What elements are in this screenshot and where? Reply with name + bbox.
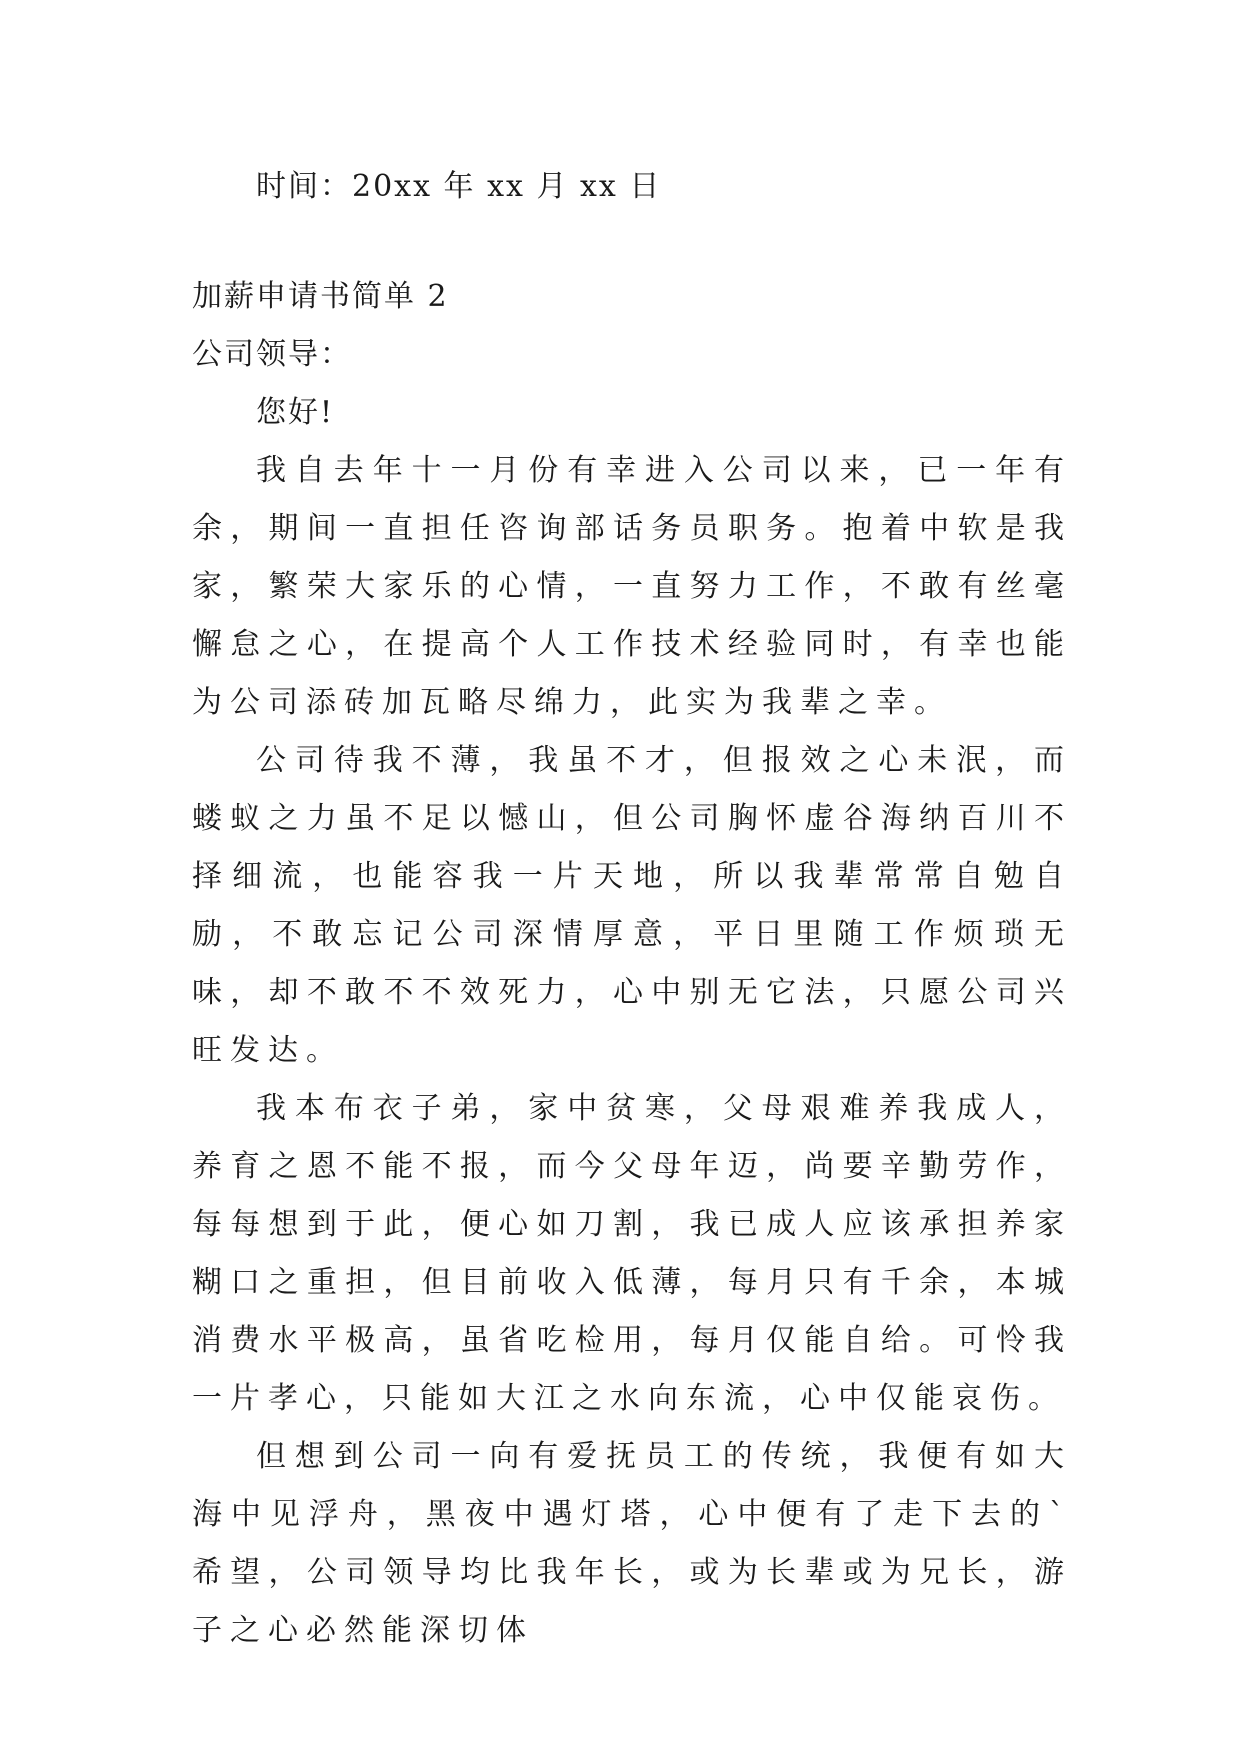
greeting: 您好! <box>256 395 335 430</box>
document-title: 加薪申请书简单 2 <box>192 279 449 314</box>
paragraph-3: 我本布衣子弟，家中贫寒，父母艰难养我成人，养育之恩不能不报，而今父母年迈，尚要辛勤劳作，每每想到于此，便心如刀割，我已成人应该承担养家糊口之重担，但目前收入低薄，每月只有千余，本城消费水平极高，虽省吃检用，每月仅能自给。可怜我一片孝心，只能如大江之水向东流，心中仅能哀伤。 <box>192 1091 1072 1416</box>
document-body <box>192 158 1072 1660</box>
paragraph-2: 公司待我不薄，我虽不才，但报效之心未泯，而蝼蚁之力虽不足以憾山，但公司胸怀虚谷海纳百川不择细流，也能容我一片天地，所以我辈常常自勉自励，不敢忘记公司深情厚意，平日里随工作烦琐无味，却不敢不不效死力，心中别无它法，只愿公司兴旺发达。 <box>192 743 1072 1068</box>
paragraph-4: 但想到公司一向有爱抚员工的传统，我便有如大海中见浮舟，黑夜中遇灯塔，心中便有了走下去的`希望，公司领导均比我年长，或为长辈或为兄长，游子之心必然能深切体 <box>192 1439 1072 1648</box>
salutation: 公司领导： <box>192 337 352 372</box>
date-line: 时间：20xx 年 xx 月 xx 日 <box>256 169 662 204</box>
paragraph-1: 我自去年十一月份有幸进入公司以来，已一年有余，期间一直担任咨询部话务员职务。抱着中软是我家，繁荣大家乐的心情，一直努力工作，不敢有丝毫懈怠之心，在提高个人工作技术经验同时，有幸也能为公司添砖加瓦略尽绵力，此实为我辈之幸。 <box>192 453 1072 720</box>
